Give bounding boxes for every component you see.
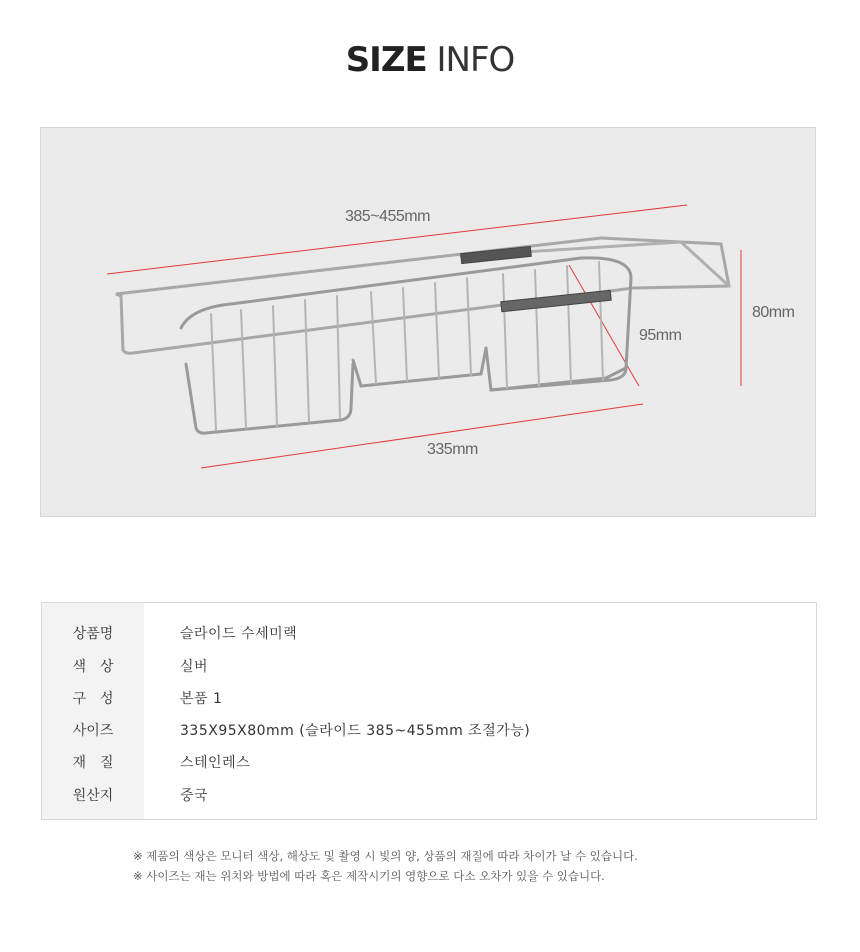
spec-key: 재 질 xyxy=(72,755,114,771)
disclaimer-notes xyxy=(133,846,638,886)
spec-key: 상품명 xyxy=(72,626,114,642)
note-color: ※ 제품의 색상은 모니터 색상, 해상도 및 촬영 시 빛의 양, 상품의 재질에 따라 차이가 날 수 있습니다. xyxy=(133,849,638,863)
page-title xyxy=(0,40,860,80)
table-row xyxy=(42,715,816,748)
spec-key: 구 성 xyxy=(72,691,114,707)
note-size: ※ 사이즈는 재는 위치와 방법에 따라 혹은 제작시기의 영향으로 다소 오차가 있을 수 있습니다. xyxy=(133,869,605,883)
product-illustration xyxy=(41,128,817,518)
spec-value: 중국 xyxy=(180,788,209,804)
title-light: INFO xyxy=(436,40,515,80)
spec-value: 실버 xyxy=(180,659,209,675)
table-row xyxy=(42,618,816,651)
table-row xyxy=(42,651,816,684)
title-bold: SIZE xyxy=(345,40,427,80)
wire-rack xyxy=(116,238,729,433)
table-row xyxy=(42,683,816,716)
depth-dimension-label: 95mm xyxy=(639,327,682,344)
spec-key: 색 상 xyxy=(72,659,114,675)
table-row xyxy=(42,780,816,813)
spec-table xyxy=(41,602,817,820)
spec-value: 스테인레스 xyxy=(180,755,251,771)
spec-key: 원산지 xyxy=(72,788,114,804)
base-dimension-label: 335mm xyxy=(427,441,478,458)
base-dimension-line xyxy=(201,404,643,468)
spec-value: 본품 1 xyxy=(180,691,223,707)
product-photo xyxy=(40,127,816,517)
spec-value: 슬라이드 수세미랙 xyxy=(180,626,298,642)
spec-key: 사이즈 xyxy=(72,723,114,739)
height-dimension-label: 80mm xyxy=(752,304,795,321)
length-dimension-label: 385~455mm xyxy=(345,208,430,225)
table-row xyxy=(42,747,816,780)
spec-value: 335X95X80mm (슬라이드 385~455mm 조절가능) xyxy=(180,723,531,739)
